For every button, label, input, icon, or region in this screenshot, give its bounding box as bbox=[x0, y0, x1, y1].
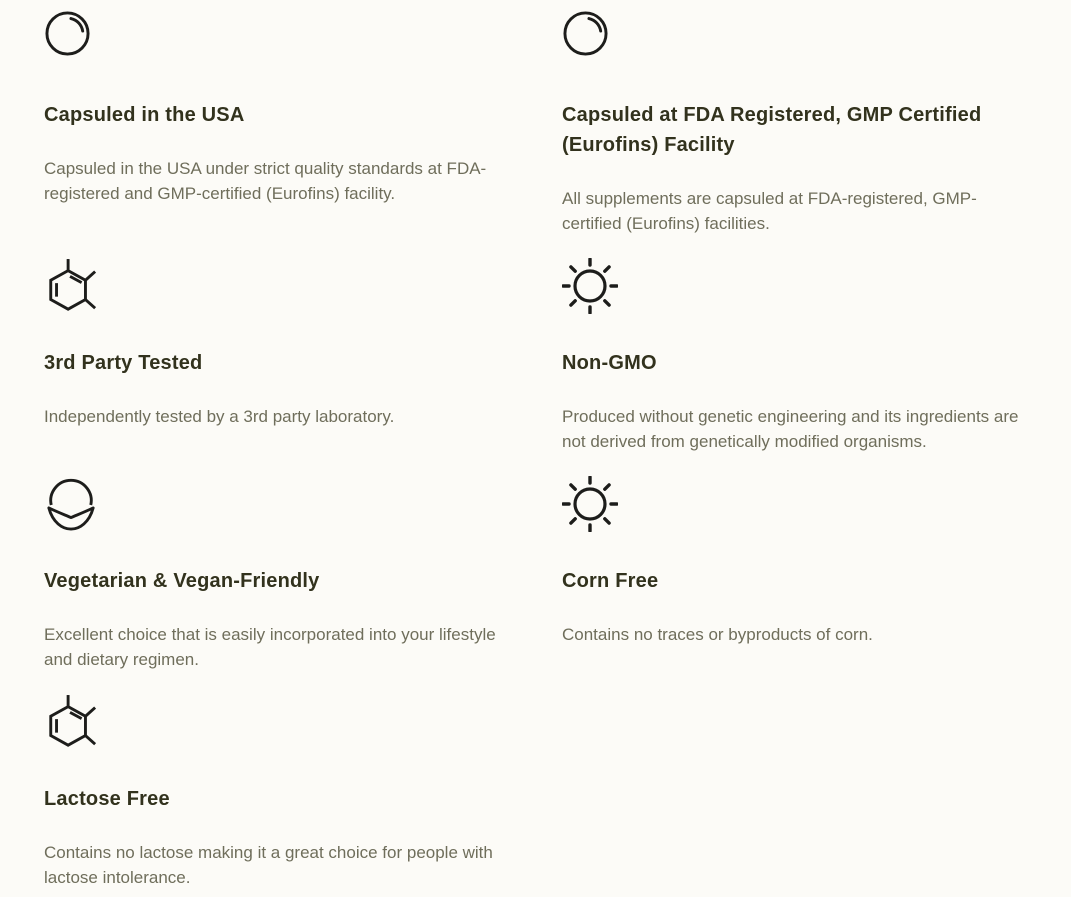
feature-description: Produced without genetic engineering and its ingredients are not derived from genetically modified organisms. bbox=[562, 407, 1019, 451]
feature-item bbox=[44, 476, 517, 672]
feature-item bbox=[562, 476, 1035, 647]
feature-item bbox=[562, 258, 1035, 454]
sun-icon bbox=[562, 258, 1035, 312]
feature-description: Contains no traces or byproducts of corn. bbox=[562, 625, 873, 644]
capsule-circle-icon bbox=[562, 10, 1035, 64]
feature-description: Independently tested by a 3rd party laboratory. bbox=[44, 407, 395, 426]
feature-title: Lactose Free bbox=[44, 788, 170, 810]
feature-title: Vegetarian & Vegan-Friendly bbox=[44, 570, 320, 592]
feature-description: All supplements are capsuled at FDA-registered, GMP-certified (Eurofins) facilities. bbox=[562, 189, 977, 233]
molecule-icon bbox=[44, 258, 517, 312]
feature-item bbox=[44, 694, 517, 890]
feature-item bbox=[44, 258, 517, 429]
feature-title: Corn Free bbox=[562, 570, 659, 592]
feature-title: Non-GMO bbox=[562, 352, 657, 374]
leaf-icon bbox=[44, 476, 517, 530]
feature-title: Capsuled in the USA bbox=[44, 104, 245, 126]
feature-description: Excellent choice that is easily incorporated into your lifestyle and dietary regimen. bbox=[44, 625, 496, 669]
sun-icon bbox=[562, 476, 1035, 530]
feature-item bbox=[562, 10, 1035, 236]
feature-item bbox=[44, 10, 517, 206]
capsule-circle-icon bbox=[44, 10, 517, 64]
feature-description: Contains no lactose making it a great choice for people with lactose intolerance. bbox=[44, 843, 493, 887]
molecule-icon bbox=[44, 694, 517, 748]
feature-title: 3rd Party Tested bbox=[44, 352, 203, 374]
feature-description: Capsuled in the USA under strict quality standards at FDA-registered and GMP-certified (Eurofins) facility. bbox=[44, 159, 487, 203]
feature-title: Capsuled at FDA Registered, GMP Certified (Eurofins) Facility bbox=[562, 104, 982, 156]
